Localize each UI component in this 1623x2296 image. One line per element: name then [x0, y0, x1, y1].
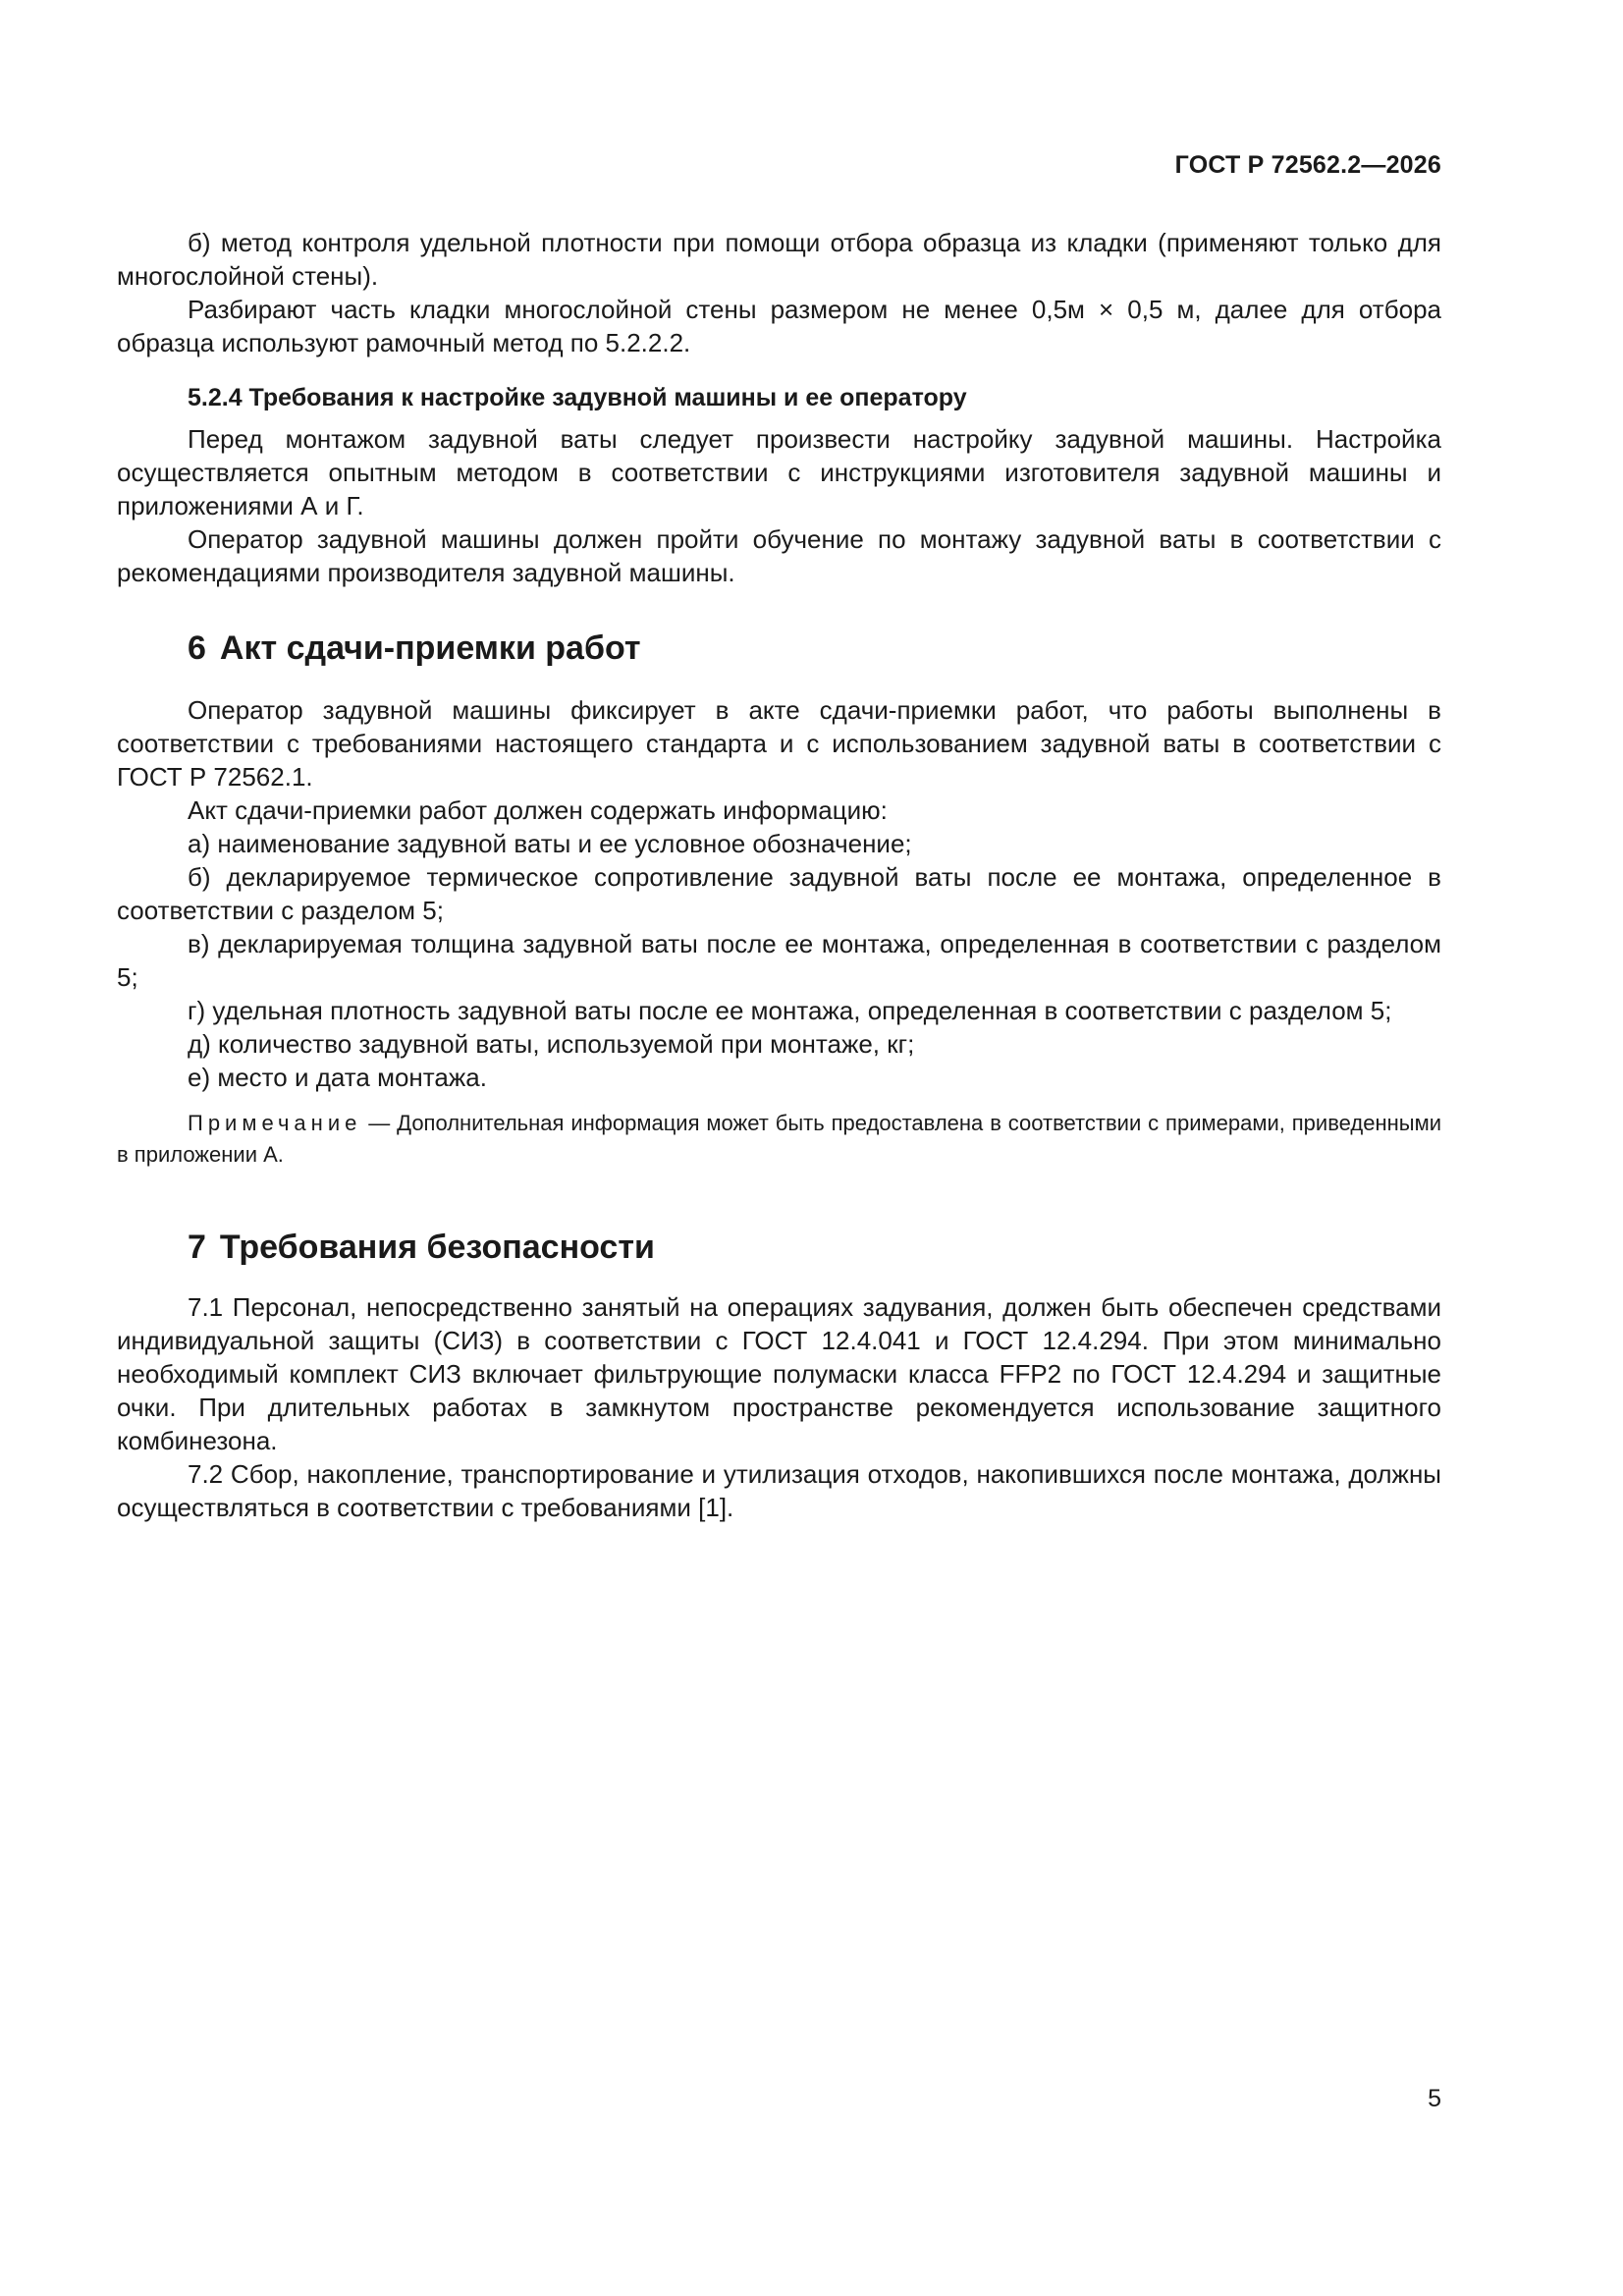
paragraph-7-1: 7.1 Персонал, непосредственно занятый на операциях задувания, должен быть обеспечен средствами индивидуальной защиты (СИЗ) в соответствии с ГОСТ 12.4.041 и ГОСТ 12.4.294. При этом минимально необходимый комплект СИЗ включает фильтрующие полумаски класса FFP2 по ГОСТ 12.4.294 и защитные очки. При длительных работах в замкнутом пространстве рекомендуется использование защитного комбинезона. — [117, 1292, 1441, 1455]
subsection-title-5-2-4: 5.2.4 Требования к настройке задувной машины и ее оператору — [188, 384, 967, 411]
list-item: е) место и дата монтажа. — [188, 1063, 487, 1092]
paragraph-disassemble: Разбирают часть кладки многослойной стены размером не менее 0,5м × 0,5 м, далее для отбора образца используют рамочный метод по 5.2.2.2. — [117, 295, 1441, 357]
section-heading: Требования безопасности — [219, 1229, 655, 1266]
list-item: в) декларируемая толщина задувной ваты после ее монтажа, определенная в соответствии с разделом 5; — [117, 929, 1441, 992]
list-item: а) наименование задувной ваты и ее условное обозначение; — [188, 829, 912, 858]
paragraph-method-b: б) метод контроля удельной плотности при помощи отбора образца из кладки (применяют только для многослойной стены). — [117, 228, 1441, 291]
section-number: 6 — [188, 629, 206, 667]
section-number: 7 — [188, 1229, 206, 1266]
list-item: д) количество задувной ваты, используемой при монтаже, кг; — [188, 1029, 915, 1059]
paragraph-act-contains: Акт сдачи-приемки работ должен содержать информацию: — [188, 795, 888, 825]
paragraph-act-intro: Оператор задувной машины фиксирует в акте сдачи-приемки работ, что работы выполнены в соответствии с требованиями настоящего стандарта и с использованием задувной ваты в соответствии с ГОСТ Р 72562.1. — [117, 695, 1441, 792]
list-item: г) удельная плотность задувной ваты после ее монтажа, определенная в соответствии с разделом 5; — [188, 996, 1392, 1025]
document-body — [117, 226, 1441, 1524]
document-page — [117, 0, 1441, 2296]
document-code-header: ГОСТ Р 72562.2—2026 — [1174, 151, 1441, 179]
page-number: 5 — [1428, 2085, 1441, 2112]
note-label: Примечание — [188, 1111, 362, 1135]
paragraph-setup: Перед монтажом задувной ваты следует произвести настройку задувной машины. Настройка осуществляется опытным методом в соответствии с инструкциями изготовителя задувной машины и приложениями А и Г. — [117, 424, 1441, 520]
section-title-7 — [117, 1226, 1441, 1269]
note — [117, 1108, 1441, 1171]
paragraph-7-2: 7.2 Сбор, накопление, транспортирование и утилизация отходов, накопившихся после монтажа, должны осуществляться в соответствии с требованиями [1]. — [117, 1459, 1441, 1522]
section-title-6 — [117, 627, 1441, 670]
list-item: б) декларируемое термическое сопротивление задувной ваты после ее монтажа, определенное в соответствии с разделом 5; — [117, 862, 1441, 925]
section-heading: Акт сдачи-приемки работ — [219, 629, 641, 667]
paragraph-operator-training: Оператор задувной машины должен пройти обучение по монтажу задувной ваты в соответствии с рекомендациями производителя задувной машины. — [117, 524, 1441, 587]
note-text: — Дополнительная информация может быть предоставлена в соответствии с примерами, приведенными в приложении А. — [117, 1111, 1441, 1167]
